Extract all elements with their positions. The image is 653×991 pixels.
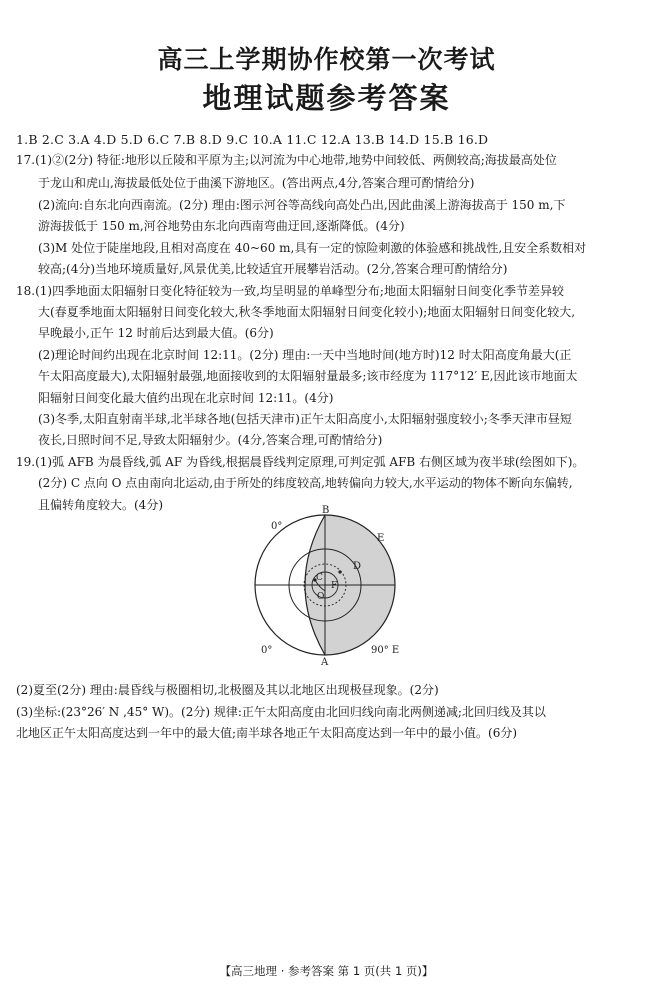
q19-line2: (2分) C 点向 O 点由南向北运动,由于所处的纬度较高,地转偏向力较大,水平运动的物体不断向东偏转,: [38, 476, 573, 490]
answer-key-row: 1.B 2.C 3.A 4.D 5.D 6.C 7.B 8.D 9.C 10.A 11.C 12.A 13.B 14.D 15.B 16.D: [16, 132, 489, 147]
q18-line6: 阳辐射日间变化最大值约出现在北京时间 12:11。(4分): [38, 391, 334, 405]
q18-line1: 18.(1)四季地面太阳辐射日变化特征较为一致,均呈明显的单峰型分布;地面太阳辐射日间变化季节差异较: [16, 284, 564, 298]
label-0deg-top: 0°: [271, 521, 283, 532]
q17-line1: 17.(1)②(2分) 特征:地形以丘陵和平原为主;以河流为中心地带,地势中间较低、两侧较高;海拔最高处位: [16, 153, 557, 167]
label-b: B: [322, 505, 330, 516]
page-footer: 【高三地理 · 参考答案 第 1 页(共 1 页)】: [219, 964, 434, 978]
q19-line4: (2)夏至(2分) 理由:晨昏线与极圈相切,北极圈及其以北地区出现极昼现象。(2分): [16, 683, 439, 697]
q17-line4: 游海拔低于 150 m,河谷地势由东北向西南弯曲迂回,逐渐降低。(4分): [38, 219, 405, 233]
q17-line3: (2)流向:自东北向西南流。(2分) 理由:图示河谷等高线向高处凸出,因此曲溪上游海拔高于 150 m,下: [38, 198, 566, 212]
label-0deg-bottom: 0°: [261, 645, 273, 656]
q17-line6: 较高;(4分)当地环境质量好,风景优美,比较适宜开展攀岩活动。(2分,答案合理可酌情给分): [38, 262, 508, 276]
q19-line6: 北地区正午太阳高度达到一年中的最大值;南半球各地正午太阳高度达到一年中的最小值。(6分): [16, 726, 518, 740]
q17-line2: 于龙山和虎山,海拔最低处位于曲溪下游地区。(答出两点,4分,答案合理可酌情给分): [38, 176, 475, 190]
q18-line7: (3)冬季,太阳直射南半球,北半球各地(包括天津市)正午太阳高度小,太阳辐射强度较小;冬季天津市昼短: [38, 412, 572, 426]
label-e-top: E: [377, 533, 385, 544]
label-d: D: [353, 561, 362, 572]
label-f: F: [331, 581, 338, 591]
q18-line4: (2)理论时间约出现在北京时间 12:11。(2分) 理由:一天中当地时间(地方时)12 时太阳高度角最大(正: [38, 348, 572, 362]
point-d: [338, 570, 341, 573]
q19-line1: 19.(1)弧 AFB 为晨昏线,弧 AF 为昏线,根据晨昏线判定原理,可判定弧 AFB 右侧区域为夜半球(绘图如下)。: [16, 455, 585, 469]
label-o: O: [317, 592, 325, 602]
q19-line5: (3)坐标:(23°26′ N ,45° W)。(2分) 规律:正午太阳高度由北回归线向南北两侧递减;北回归线及其以: [16, 705, 546, 719]
label-90e: 90° E: [371, 645, 400, 656]
q18-line8: 夜长,日照时间不足,导致太阳辐射少。(4分,答案合理,可酌情给分): [38, 433, 383, 447]
label-c: C: [316, 573, 323, 583]
page-title-line1: 高三上学期协作校第一次考试: [157, 45, 496, 74]
q18-line3: 早晚最小,正午 12 时前后达到最大值。(6分): [38, 326, 274, 340]
q17-line5: (3)M 处位于陡崖地段,且相对高度在 40~60 m,具有一定的惊险刺激的体验感和挑战性,且安全系数相对: [38, 241, 587, 255]
q18-line2: 大(春夏季地面太阳辐射日间变化较大,秋冬季地面太阳辐射日间变化较小);地面太阳辐射日间变化较大,: [38, 305, 576, 319]
polar-diagram: [245, 505, 405, 665]
page-title-line2: 地理试题参考答案: [202, 81, 451, 115]
q19-line3: 且偏转角度较大。(4分): [38, 498, 163, 512]
q18-line5: 午太阳高度最大),太阳辐射最强,地面接收到的太阳辐射量最多;该市经度为 117°12′ E,因此该市地面太: [38, 369, 578, 383]
label-a: A: [321, 657, 329, 665]
